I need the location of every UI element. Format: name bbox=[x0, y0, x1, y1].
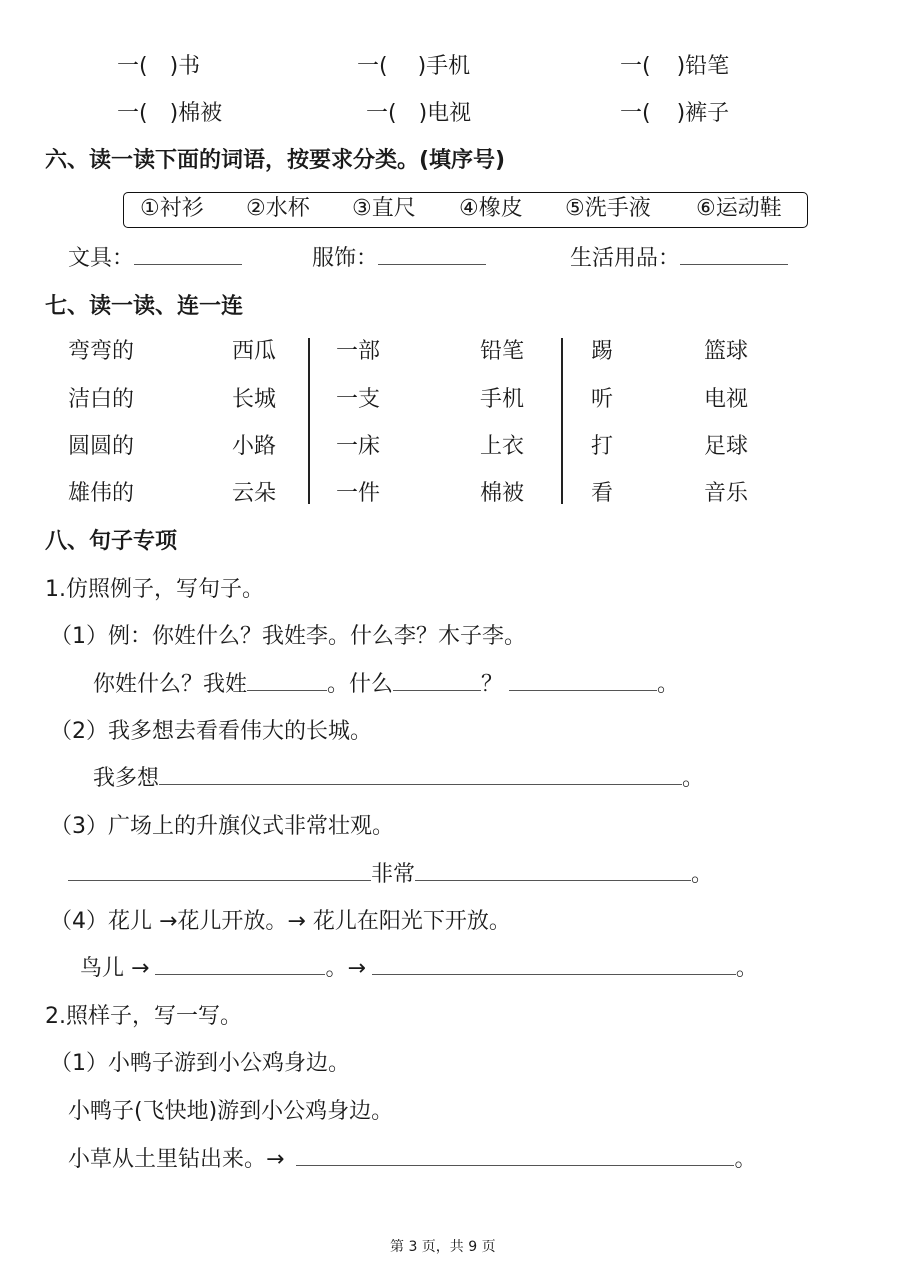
mw-r2-c3: 一( )裤子 bbox=[620, 101, 730, 126]
category-clothing: 服饰： bbox=[312, 248, 486, 270]
g3-right-3: 足球 bbox=[704, 434, 749, 459]
g3-right-1: 篮球 bbox=[704, 339, 749, 364]
word-4: ④橡皮 bbox=[459, 196, 523, 221]
g1-right-4: 云朵 bbox=[232, 481, 277, 506]
g1-left-4: 雄伟的 bbox=[68, 481, 135, 506]
q2-1-example: 小鸭子(飞快地)游到小公鸡身边。 bbox=[68, 1099, 394, 1124]
mw-r2-c2: 一( )电视 bbox=[366, 101, 472, 126]
g1-left-1: 弯弯的 bbox=[68, 339, 135, 364]
divider-2 bbox=[561, 338, 563, 504]
mw-r1-c3: 一( )铅笔 bbox=[620, 54, 730, 79]
g2-left-2: 一支 bbox=[336, 387, 381, 412]
g1-right-3: 小路 bbox=[232, 434, 277, 459]
q1-4-prompt: （4）花儿 →花儿开放。→ 花儿在阳光下开放。 bbox=[50, 909, 511, 934]
q1-1-answer: 你姓什么？我姓 。什么 ？ 。 bbox=[93, 672, 680, 697]
q2-1-prompt: （1）小鸭子游到小公鸡身边。 bbox=[50, 1051, 350, 1076]
g2-right-1: 铅笔 bbox=[480, 339, 525, 364]
q1-heading: 1.仿照例子，写句子。 bbox=[45, 577, 264, 602]
g3-left-1: 踢 bbox=[591, 339, 614, 364]
g2-left-1: 一部 bbox=[336, 339, 381, 364]
g1-right-1: 西瓜 bbox=[232, 339, 277, 364]
section7-title: 七、读一读、连一连 bbox=[45, 294, 244, 319]
g1-right-2: 长城 bbox=[232, 387, 277, 412]
q1-2-prompt: （2）我多想去看看伟大的长城。 bbox=[50, 719, 372, 744]
g2-right-3: 上衣 bbox=[480, 434, 525, 459]
q1-4-answer: 鸟儿 → 。→ 。 bbox=[80, 956, 758, 981]
g3-left-2: 听 bbox=[591, 387, 614, 412]
g3-right-4: 音乐 bbox=[704, 481, 749, 506]
g2-right-4: 棉被 bbox=[480, 481, 525, 506]
q1-1-example: （1）例：你姓什么？我姓李。什么李？木子李。 bbox=[50, 624, 526, 649]
word-3: ③直尺 bbox=[352, 196, 416, 221]
g2-left-3: 一床 bbox=[336, 434, 381, 459]
g1-left-3: 圆圆的 bbox=[68, 434, 135, 459]
section6-title: 六、读一读下面的词语，按要求分类。(填序号) bbox=[45, 148, 506, 173]
word-2: ②水杯 bbox=[246, 196, 310, 221]
q2-1-answer: 小草从土里钻出来。→ 。 bbox=[68, 1147, 757, 1172]
page-footer: 第 3 页，共 9 页 bbox=[390, 1239, 496, 1255]
q1-2-answer: 我多想 。 bbox=[93, 766, 705, 791]
category-daily: 生活用品： bbox=[570, 248, 788, 270]
section8-title: 八、句子专项 bbox=[45, 529, 178, 554]
g3-left-3: 打 bbox=[591, 434, 614, 459]
mw-r1-c1: 一( )书 bbox=[117, 54, 201, 79]
word-5: ⑤洗手液 bbox=[565, 196, 651, 221]
g2-right-2: 手机 bbox=[480, 387, 525, 412]
q2-heading: 2.照样子，写一写。 bbox=[45, 1004, 242, 1029]
q1-3-prompt: （3）广场上的升旗仪式非常壮观。 bbox=[50, 814, 394, 839]
mw-r2-c1: 一( )棉被 bbox=[117, 101, 223, 126]
word-6: ⑥运动鞋 bbox=[696, 196, 782, 221]
divider-1 bbox=[308, 338, 310, 504]
word-1: ①衬衫 bbox=[140, 196, 204, 221]
g1-left-2: 洁白的 bbox=[68, 387, 135, 412]
g2-left-4: 一件 bbox=[336, 481, 381, 506]
g3-right-2: 电视 bbox=[704, 387, 749, 412]
category-stationery: 文具： bbox=[68, 248, 242, 270]
mw-r1-c2: 一( )手机 bbox=[357, 54, 471, 79]
q1-3-answer: 非常 。 bbox=[68, 864, 713, 886]
g3-left-4: 看 bbox=[591, 481, 614, 506]
